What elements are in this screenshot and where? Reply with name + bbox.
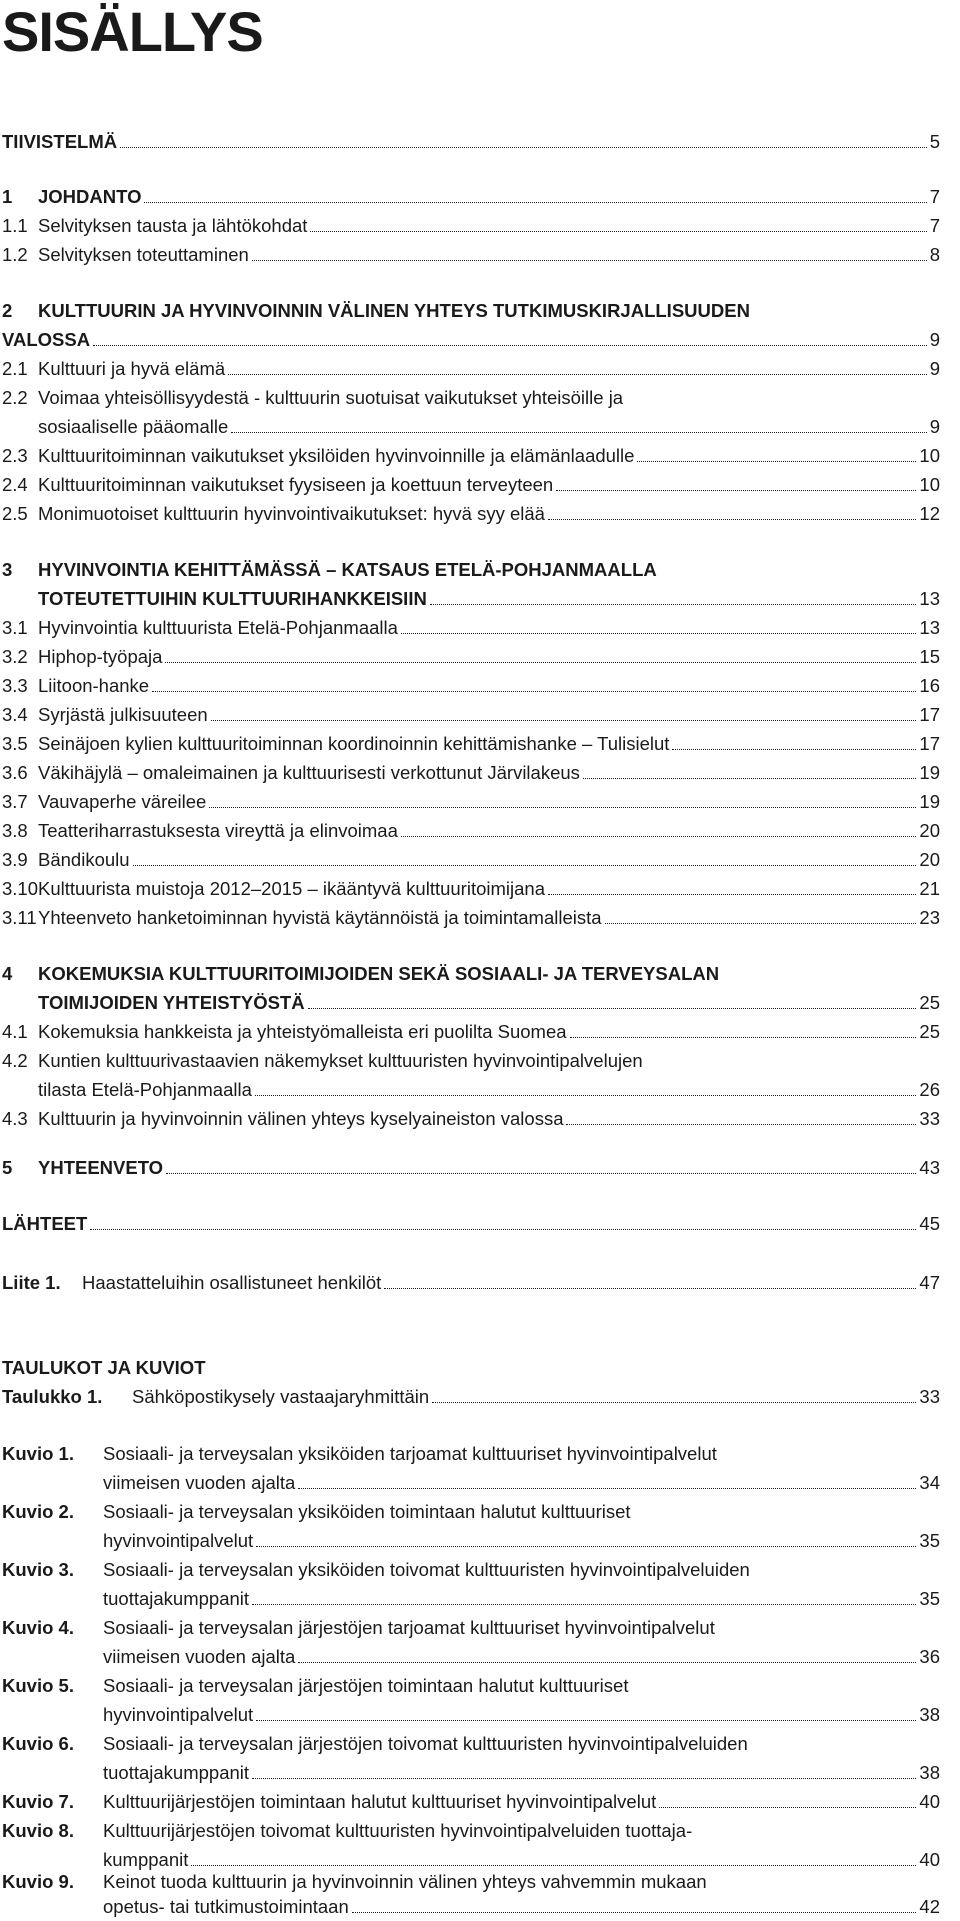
toc-page-number: 9	[929, 416, 940, 437]
dot-leader	[120, 147, 927, 148]
toc-entry-ch1[interactable]	[38, 186, 940, 208]
toc-page-number: 36	[919, 1646, 940, 1667]
toc-entry-label: Selvityksen tausta ja lähtökohdat	[38, 215, 308, 236]
toc-page-number: 19	[919, 762, 940, 783]
toc-entry-label: Kulttuurista muistoja 2012–2015 – ikääntyvä kulttuuritoimijana	[38, 878, 545, 899]
toc-entry-1-2[interactable]	[38, 244, 940, 266]
toc-page-number: 25	[919, 992, 940, 1013]
chapter-number: 3	[2, 559, 13, 580]
section-number: 3.9	[2, 849, 28, 870]
figure-number: Kuvio 6.	[2, 1733, 74, 1754]
toc-entry-label: Syrjästä julkisuuteen	[38, 704, 208, 725]
dot-leader	[231, 432, 926, 433]
section-number: 3.5	[2, 733, 28, 754]
toc-page-number: 20	[919, 849, 940, 870]
dot-leader	[308, 1008, 917, 1009]
chapter-number: 1	[2, 186, 13, 207]
dot-leader	[659, 1807, 916, 1808]
toc-entry-label: Kulttuurijärjestöjen toimintaan halutut kulttuuriset hyvinvointipalvelut	[103, 1791, 657, 1812]
toc-entry-label: TOTEUTETTUIHIN KULTTUURIHANKKEISIIN	[38, 588, 427, 609]
toc-entry-label: tuottajakumppanit	[103, 1588, 250, 1609]
dot-leader	[672, 749, 916, 750]
toc-entry-label: viimeisen vuoden ajalta	[103, 1472, 296, 1493]
toc-page-number: 12	[919, 503, 940, 524]
toc-entry-label: YHTEENVETO	[38, 1157, 164, 1178]
figure-number: Kuvio 3.	[2, 1559, 74, 1580]
dot-leader	[252, 1604, 916, 1605]
toc-entry-label: Kulttuuri ja hyvä elämä	[38, 358, 226, 379]
toc-page-number: 23	[919, 907, 940, 928]
toc-entry-label: hyvinvointipalvelut	[103, 1530, 254, 1551]
toc-entry-label: LÄHTEET	[2, 1213, 88, 1234]
toc-entry-table-1[interactable]	[132, 1386, 940, 1408]
dot-leader	[298, 1662, 916, 1663]
toc-entry-label: Monimuotoiset kulttuurin hyvinvointivaikutukset: hyvä syy elää	[38, 503, 545, 524]
toc-entry-figure-8[interactable]	[103, 1849, 940, 1871]
toc-entry-label: sosiaaliselle pääomalle	[38, 416, 229, 437]
toc-page-number: 9	[929, 358, 940, 379]
toc-entry-3-1[interactable]	[38, 617, 940, 639]
dot-leader	[152, 691, 916, 692]
toc-entry-label: kumppanit	[103, 1849, 189, 1870]
section-number: 3.8	[2, 820, 28, 841]
section-number: 3.6	[2, 762, 28, 783]
toc-entry-2-5[interactable]	[38, 503, 940, 525]
figure-number: Kuvio 8.	[2, 1820, 74, 1841]
toc-page-number: 34	[919, 1472, 940, 1493]
figure-number: Kuvio 7.	[2, 1791, 74, 1812]
toc-entry-sources[interactable]	[2, 1213, 940, 1235]
toc-entry-label: Haastatteluihin osallistuneet henkilöt	[82, 1272, 382, 1293]
section-number: 2.2	[2, 387, 28, 408]
section-number: 3.7	[2, 791, 28, 812]
toc-page-number: 5	[929, 131, 940, 152]
toc-entry-text-line: Sosiaali- ja terveysalan yksiköiden tarjoamat kulttuuriset hyvinvointipalvelut	[103, 1443, 717, 1464]
dot-leader	[165, 662, 916, 663]
toc-entry-2-3[interactable]	[38, 445, 940, 467]
figure-number: Kuvio 4.	[2, 1617, 74, 1638]
toc-entry-figure-6[interactable]	[103, 1762, 940, 1784]
toc-entry-text-line: Sosiaali- ja terveysalan yksiköiden toivomat kulttuuristen hyvinvointipalveluiden	[103, 1559, 750, 1580]
toc-entry-ch3[interactable]	[38, 588, 940, 610]
dot-leader	[605, 923, 917, 924]
dot-leader	[637, 461, 916, 462]
toc-entry-2-4[interactable]	[38, 474, 940, 496]
toc-page-number: 9	[929, 329, 940, 350]
toc-entry-4-1[interactable]	[38, 1021, 940, 1043]
toc-entry-figure-7[interactable]	[103, 1791, 940, 1813]
toc-entry-ch5[interactable]	[38, 1157, 940, 1179]
figure-number: Kuvio 5.	[2, 1675, 74, 1696]
toc-page-number: 45	[919, 1213, 940, 1234]
dot-leader	[401, 836, 917, 837]
toc-entry-figure-4[interactable]	[103, 1646, 940, 1668]
toc-page-number: 40	[919, 1849, 940, 1870]
toc-entry-label: Seinäjoen kylien kulttuuritoiminnan koordinoinnin kehittämishanke – Tulisielut	[38, 733, 670, 754]
toc-page-number: 20	[919, 820, 940, 841]
toc-entry-text-line: Sosiaali- ja terveysalan järjestöjen toivomat kulttuuristen hyvinvointipalveluiden	[103, 1733, 748, 1754]
toc-page-number: 16	[919, 675, 940, 696]
dot-leader	[432, 1402, 916, 1403]
toc-entry-label: Kulttuurin ja hyvinvoinnin välinen yhteys kyselyaineiston valossa	[38, 1108, 564, 1129]
toc-page-number: 38	[919, 1704, 940, 1725]
page-title: SISÄLLYS	[2, 0, 263, 63]
toc-entry-3-7[interactable]	[38, 791, 940, 813]
toc-page-number: 21	[919, 878, 940, 899]
section-number: 4.1	[2, 1021, 28, 1042]
toc-page-number: 7	[929, 186, 940, 207]
toc-entry-label: Kokemuksia hankkeista ja yhteistyömalleista eri puolilta Suomea	[38, 1021, 567, 1042]
toc-page-number: 13	[919, 617, 940, 638]
toc-page-number: 17	[919, 704, 940, 725]
toc-entry-2-1[interactable]	[38, 358, 940, 380]
toc-entry-label: Hiphop-työpaja	[38, 646, 163, 667]
toc-page-number: 33	[919, 1108, 940, 1129]
toc-entry-3-3[interactable]	[38, 675, 940, 697]
toc-entry-label: JOHDANTO	[38, 186, 142, 207]
dot-leader	[256, 1720, 916, 1721]
chapter-number: 2	[2, 300, 13, 321]
toc-page-number: 38	[919, 1762, 940, 1783]
toc-page-number: 8	[929, 244, 940, 265]
section-number: 2.5	[2, 503, 28, 524]
section-number: 1.1	[2, 215, 28, 236]
toc-entry-label: TIIVISTELMÄ	[2, 131, 118, 152]
section-number: 4.3	[2, 1108, 28, 1129]
toc-entry-3-8[interactable]	[38, 820, 940, 842]
toc-entry-figure-9[interactable]	[103, 1896, 940, 1918]
toc-entry-label: Kulttuuritoiminnan vaikutukset yksilöiden hyvinvoinnille ja elämänlaadulle	[38, 445, 635, 466]
toc-entry-3-11[interactable]	[38, 907, 940, 929]
chapter-number: 5	[2, 1157, 13, 1178]
toc-page-number: 43	[919, 1157, 940, 1178]
chapter-heading-line: KOKEMUKSIA KULTTUURITOIMIJOIDEN SEKÄ SOSIAALI- JA TERVEYSALAN	[38, 963, 720, 984]
toc-entry-text-line: Sosiaali- ja terveysalan järjestöjen tarjoamat kulttuuriset hyvinvointipalvelut	[103, 1617, 715, 1638]
toc-entry-4-2[interactable]	[38, 1079, 940, 1101]
chapter-heading-line: HYVINVOINTIA KEHITTÄMÄSSÄ – KATSAUS ETELÄ-POHJANMAALLA	[38, 559, 657, 580]
toc-page-number: 7	[929, 215, 940, 236]
toc-page-number: 10	[919, 474, 940, 495]
dot-leader	[228, 374, 927, 375]
toc-entry-figure-5[interactable]	[103, 1704, 940, 1726]
dot-leader	[298, 1488, 916, 1489]
toc-page-number: 42	[919, 1896, 940, 1917]
section-number: 3.3	[2, 675, 28, 696]
toc-entry-summary[interactable]	[2, 131, 940, 153]
dot-leader	[548, 894, 916, 895]
dot-leader	[384, 1288, 916, 1289]
dot-leader	[430, 604, 917, 605]
dot-leader	[252, 1778, 916, 1779]
toc-entry-ch2[interactable]	[2, 329, 940, 351]
figure-number: Kuvio 9.	[2, 1871, 74, 1892]
dot-leader	[144, 202, 926, 203]
toc-entry-label: Väkihäjylä – omaleimainen ja kulttuurisesti verkottunut Järvilakeus	[38, 762, 580, 783]
dot-leader	[211, 720, 917, 721]
toc-entry-text-line: Sosiaali- ja terveysalan yksiköiden toimintaan halutut kulttuuriset	[103, 1501, 631, 1522]
toc-page-number: 35	[919, 1588, 940, 1609]
section-number: 1.2	[2, 244, 28, 265]
section-number: 3.11	[2, 907, 37, 928]
toc-entry-appendix-1[interactable]	[82, 1272, 940, 1294]
dot-leader	[310, 231, 926, 232]
section-number: 3.10	[2, 878, 39, 899]
appendix-number: Liite 1.	[2, 1272, 61, 1293]
toc-entry-1-1[interactable]	[38, 215, 940, 237]
toc-page-number: 19	[919, 791, 940, 812]
toc-entry-label: VALOSSA	[2, 329, 91, 350]
toc-page-number: 26	[919, 1079, 940, 1100]
toc-entry-label: Liitoon-hanke	[38, 675, 150, 696]
toc-entry-text-line: Kuntien kulttuurivastaavien näkemykset kulttuuristen hyvinvointipalvelujen	[38, 1050, 643, 1071]
toc-entry-figure-2[interactable]	[103, 1530, 940, 1552]
toc-entry-label: Hyvinvointia kulttuurista Etelä-Pohjanmaalla	[38, 617, 398, 638]
table-number: Taulukko 1.	[2, 1386, 103, 1407]
toc-entry-2-2[interactable]	[38, 416, 940, 438]
tables-figures-heading: TAULUKOT JA KUVIOT	[2, 1357, 206, 1378]
toc-entry-label: TOIMIJOIDEN YHTEISTYÖSTÄ	[38, 992, 305, 1013]
dot-leader	[133, 865, 917, 866]
toc-page-number: 17	[919, 733, 940, 754]
toc-entry-3-5[interactable]	[38, 733, 940, 755]
toc-entry-label: viimeisen vuoden ajalta	[103, 1646, 296, 1667]
toc-entry-3-6[interactable]	[38, 762, 940, 784]
toc-entry-3-9[interactable]	[38, 849, 940, 871]
dot-leader	[209, 807, 916, 808]
toc-page-number: 25	[919, 1021, 940, 1042]
section-number: 2.4	[2, 474, 28, 495]
section-number: 2.3	[2, 445, 28, 466]
dot-leader	[570, 1037, 917, 1038]
toc-entry-label: Yhteenveto hanketoiminnan hyvistä käytännöistä ja toimintamalleista	[38, 907, 602, 928]
toc-entry-3-4[interactable]	[38, 704, 940, 726]
toc-entry-label: tilasta Etelä-Pohjanmaalla	[38, 1079, 252, 1100]
toc-entry-label: Sähköpostikysely vastaajaryhmittäin	[132, 1386, 430, 1407]
dot-leader	[256, 1546, 916, 1547]
toc-entry-label: tuottajakumppanit	[103, 1762, 250, 1783]
dot-leader	[252, 260, 927, 261]
dot-leader	[401, 633, 917, 634]
dot-leader	[90, 1229, 916, 1230]
toc-entry-ch4[interactable]	[38, 992, 940, 1014]
chapter-heading-line: KULTTUURIN JA HYVINVOINNIN VÄLINEN YHTEYS TUTKIMUSKIRJALLISUUDEN	[38, 300, 750, 321]
toc-entry-label: Vauvaperhe väreilee	[38, 791, 207, 812]
toc-entry-text-line: Kulttuurijärjestöjen toivomat kulttuuristen hyvinvointipalveluiden tuottaja-	[103, 1820, 693, 1841]
toc-entry-figure-3[interactable]	[103, 1588, 940, 1610]
toc-entry-text-line: Sosiaali- ja terveysalan järjestöjen toimintaan halutut kulttuuriset	[103, 1675, 629, 1696]
chapter-number: 4	[2, 963, 13, 984]
dot-leader	[583, 778, 917, 779]
toc-entry-label: Teatteriharrastuksesta vireyttä ja elinvoimaa	[38, 820, 398, 841]
dot-leader	[93, 345, 927, 346]
toc-page-number: 13	[919, 588, 940, 609]
toc-page-number: 47	[919, 1272, 940, 1293]
toc-entry-4-3[interactable]	[38, 1108, 940, 1130]
dot-leader	[566, 1124, 916, 1125]
toc-entry-3-2[interactable]	[38, 646, 940, 668]
section-number: 3.1	[2, 617, 28, 638]
toc-page-number: 33	[919, 1386, 940, 1407]
section-number: 2.1	[2, 358, 28, 379]
toc-page-number: 10	[919, 445, 940, 466]
dot-leader	[352, 1912, 917, 1913]
toc-entry-label: Kulttuuritoiminnan vaikutukset fyysiseen ja koettuun terveyteen	[38, 474, 554, 495]
dot-leader	[191, 1865, 916, 1866]
dot-leader	[548, 519, 916, 520]
toc-entry-label: hyvinvointipalvelut	[103, 1704, 254, 1725]
section-number: 3.4	[2, 704, 28, 725]
toc-entry-figure-1[interactable]	[103, 1472, 940, 1494]
section-number: 4.2	[2, 1050, 28, 1071]
toc-entry-label: Bändikoulu	[38, 849, 130, 870]
toc-page-number: 35	[919, 1530, 940, 1551]
toc-entry-label: Selvityksen toteuttaminen	[38, 244, 249, 265]
toc-entry-label: opetus- tai tutkimustoimintaan	[103, 1896, 349, 1917]
toc-entry-text-line: Keinot tuoda kulttuurin ja hyvinvoinnin välinen yhteys vahvemmin mukaan	[103, 1871, 707, 1892]
toc-entry-3-10[interactable]	[38, 878, 940, 900]
figure-number: Kuvio 2.	[2, 1501, 74, 1522]
toc-page-number: 15	[919, 646, 940, 667]
figure-number: Kuvio 1.	[2, 1443, 74, 1464]
section-number: 3.2	[2, 646, 28, 667]
dot-leader	[556, 490, 916, 491]
dot-leader	[166, 1173, 916, 1174]
toc-entry-text-line: Voimaa yhteisöllisyydestä - kulttuurin suotuisat vaikutukset yhteisöille ja	[38, 387, 624, 408]
dot-leader	[255, 1095, 917, 1096]
toc-page-number: 40	[919, 1791, 940, 1812]
